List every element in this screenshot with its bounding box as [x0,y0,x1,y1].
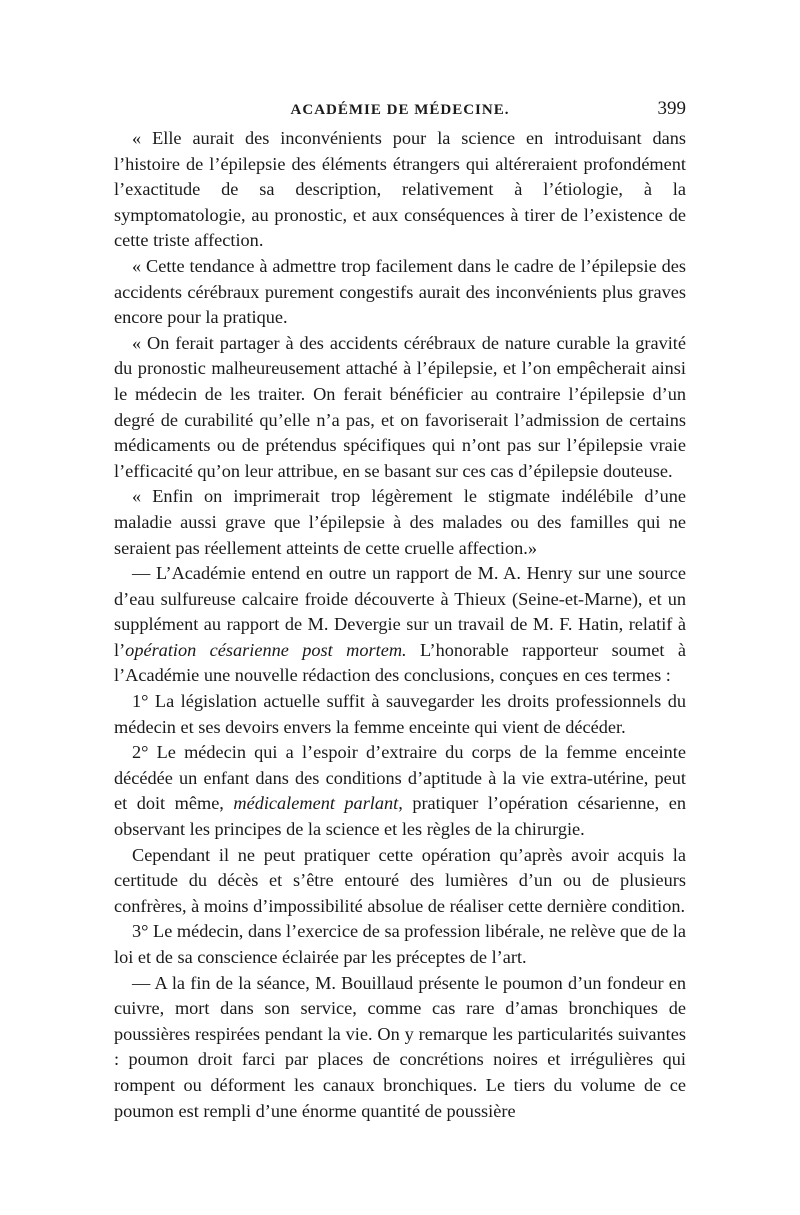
paragraph-conclusion-3: 3° Le médecin, dans l’exercice de sa profession libérale, ne relève que de la loi et de sa conscience éclairée par les préceptes de l’art. [114,921,686,967]
paragraph-rapport-henry [114,561,686,689]
paragraph-ferait-partager: « On ferait partager à des accidents cérébraux de nature curable la gravité du pronostic malheureusement attaché à l’épilepsie, et l’on empêcherait ainsi le médecin de les traiter. On ferait bénéficier au contraire l’épilepsie d’un degré de curabilité qu’elle n’a pas, et on favoriserait l’admission de certains médicaments ou de prétendus spécifiques qui n’ont pas sur l’épilepsie vraie l’efficacité qu’on leur attribue, en se basant sur ces cas d’épilepsie douteuse. [114,332,686,481]
paragraph-bouillaud: — A la fin de la séance, M. Bouillaud présente le poumon d’un fondeur en cuivre, mort dans son service, comme cas rare d’amas bronchiques de poussières respirées pendant la vie. On y remarque les particularités suivantes : poumon droit farci par places de concrétions noires et irrégulières qui rompent ou déforment les canaux bronchiques. Le tiers du volume de ce poumon est rempli d’une énorme quantité de poussière [114,972,686,1121]
rapport-text-before: — L’Académie entend en outre un rapport de M. A. Henry sur une source d’eau sulfureuse calcaire froide découverte à Thieux (Seine-et-Marne), et un supplément au rapport de M. Devergie sur un travail de M. F. Hatin, relatif à l’ [114,563,686,660]
body-text [114,126,686,1124]
rapport-text-italic: opération césarienne post mortem. [125,639,407,660]
paragraph-conclusion-1: 1° La législation actuelle suffit à sauvegarder les droits professionnels du médecin et ses devoirs envers la femme enceinte qui vient de décéder. [114,691,686,737]
paragraph-tendance-admettre: « Cette tendance à admettre trop facilement dans le cadre de l’épilepsie des accidents cérébraux purement congestifs aurait des inconvénients plus graves encore pour la pratique. [114,255,686,328]
running-title: ACADÉMIE DE MÉDECINE. [290,102,510,118]
running-head [114,96,686,126]
book-page [114,96,686,1124]
conclusion-2-italic: médicalement parlant, [233,793,403,814]
page-number: 399 [657,98,686,119]
paragraph-inconvenients-science: « Elle aurait des inconvénients pour la science en introduisant dans l’histoire de l’épilepsie des éléments étrangers qui altéreraient profondément l’exactitude de sa description, relativement à l’étiologie, à la symptomatologie, au pronostic, et aux conséquences à tirer de l’existence de cette triste affection. [114,128,686,251]
conclusion-2-after: pratiquer l’opération césarienne, en observant les principes de la science et les règles de la chirurgie. [114,793,686,840]
paragraph-cependant: Cependant il ne peut pratiquer cette opération qu’après avoir acquis la certitude du décès et s’être entouré des lumières d’un ou de plusieurs confrères, à moins d’impossibilité absolue de réaliser cette dernière condition. [114,844,686,916]
rapport-text-after: L’honorable rapporteur soumet à l’Académie une nouvelle rédaction des conclusions, conçues en ces termes : [114,639,687,686]
paragraph-conclusion-2 [114,740,686,842]
conclusion-2-before: 2° Le médecin qui a l’espoir d’extraire du corps de la femme enceinte décédée un enfant dans des conditions d’aptitude à la vie extra-utérine, peut et doit même, [114,742,686,814]
paragraph-stigmate: « Enfin on imprimerait trop légèrement le stigmate indélébile d’une maladie aussi grave que l’épilepsie à des malades ou des familles qui ne seraient pas réellement atteints de cette cruelle affection.» [114,486,686,558]
